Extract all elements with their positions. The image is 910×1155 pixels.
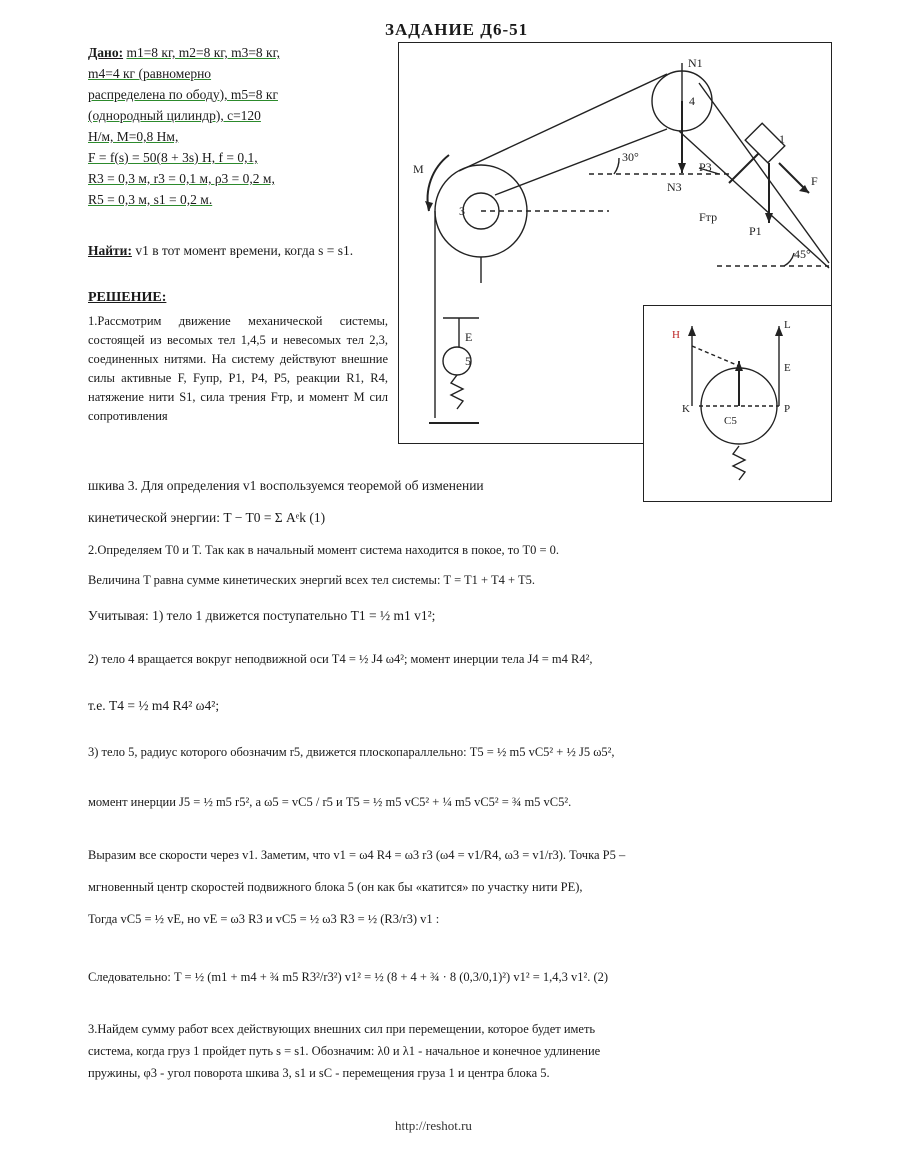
find-label: Найти: (88, 243, 132, 258)
text-line-0: шкива 3. Для определения v1 воспользуемся теоремой об изменении (88, 478, 484, 493)
given-block (88, 42, 393, 210)
given-line-4: Н/м, M=0,8 Нм, (88, 129, 179, 144)
inset-label-e: E (784, 362, 791, 374)
given-line-0: m1=8 кг, m2=8 кг, m3=8 кг, (126, 45, 280, 60)
page-title: ЗАДАНИЕ Д6-51 (385, 20, 529, 39)
inset-label-p: P (784, 403, 791, 415)
label-e: E (465, 330, 473, 344)
paragraph-1: 1.Рассмотрим движение механической системы, состоящей из весомых тел 1,4,5 и невесомых тел 2,3, соединенных нитями. На систему действуют внешние силы активные F, Fупр, P1, P4, P5, реакции R1, R4, натяжение нити S1, сила трения Fтр, и момент M сил сопротивления (88, 314, 388, 423)
given-line-2: распределена по ободу), m5=8 кг (88, 87, 278, 102)
label-p3: P3 (699, 160, 712, 174)
given-line-7: R5 = 0,3 м, s1 = 0,2 м. (88, 192, 213, 207)
given-line-3: (однородный цилиндр), c=120 (88, 108, 261, 123)
label-4: 4 (689, 94, 695, 108)
solution-label: РЕШЕНИЕ: (88, 290, 167, 305)
spring (451, 375, 463, 409)
text-line-10: мгновенный центр скоростей подвижного блока 5 (он как бы «катится» по участку нити PE), (88, 880, 583, 894)
angle-30-label: 30° (622, 150, 639, 164)
text-line-13: 3.Найдем сумму работ всех действующих внешних сил при перемещении, которое будет иметь (88, 1022, 596, 1036)
text-line-3: Величина T равна сумме кинетических энергий всех тел системы: T = T1 + T4 + T5. (88, 573, 535, 587)
text-line-5: 2) тело 4 вращается вокруг неподвижной оси T4 = ½ J4 ω4²; момент инерции тела J4 = m4 R4², (88, 652, 593, 666)
given-line-5: F = f(s) = 50(8 + 3s) Н, f = 0,1, (88, 150, 258, 165)
label-p1: P1 (749, 224, 762, 238)
inset-drawing (644, 306, 831, 501)
given-line-1: m4=4 кг (равномерно (88, 66, 212, 81)
text-line-2: 2.Определяем T0 и T. Так как в начальный момент система находится в покое, то T0 = 0. (88, 543, 560, 557)
text-line-1: кинетической энергии: T − T0 = Σ Aᵉk (1) (88, 510, 326, 525)
text-line-15: пружины, φ3 - угол поворота шкива 3, s1 и sC - перемещения груза 1 и центра блока 5. (88, 1066, 550, 1080)
label-ftr: Fтр (699, 210, 718, 224)
inset-label-c5: C5 (724, 415, 737, 427)
inset-label-l: L (784, 319, 791, 331)
text-line-6: т.е. T4 = ½ m4 R4² ω4²; (88, 698, 220, 713)
label-n3: N3 (667, 180, 682, 194)
label-1: 1 (779, 132, 785, 146)
inset-label-k: K (682, 403, 690, 415)
text-line-8: момент инерции J5 = ½ m5 r5², a ω5 = vC5 / r5 и T5 = ½ m5 vC5² + ¼ m5 vC5² = ¾ m5 vC5². (88, 795, 572, 809)
given-label: Дано: (88, 45, 124, 60)
label-5: 5 (465, 354, 471, 368)
footer-url[interactable]: http://reshot.ru (395, 1118, 472, 1133)
find-text: v1 в тот момент времени, когда s = s1. (135, 243, 354, 258)
label-m: M (413, 162, 424, 176)
given-line-6: R3 = 0,3 м, r3 = 0,1 м, ρ3 = 0,2 м, (88, 171, 275, 186)
label-f: F (811, 174, 818, 188)
inset-label-h: H (672, 329, 680, 341)
find-block (88, 240, 393, 262)
text-line-9: Выразим все скорости через v1. Заметим, что v1 = ω4 R4 = ω3 r3 (ω4 = v1/R4, ω3 = v1/r3). Точка P5 – (88, 848, 626, 862)
label-3: 3 (459, 204, 465, 218)
text-line-11: Тогда vC5 = ½ vE, но vE = ω3 R3 и vC5 = ½ ω3 R3 = ½ (R3/r3) v1 : (88, 912, 440, 926)
text-line-14: система, когда груз 1 пройдет путь s = s1. Обозначим: λ0 и λ1 - начальное и конечное удлинение (88, 1044, 601, 1058)
inset-figure (643, 305, 832, 502)
text-line-4: Учитывая: 1) тело 1 движется поступательно T1 = ½ m1 v1²; (88, 608, 436, 623)
label-n1: N1 (688, 56, 703, 70)
text-line-12: Следовательно: T = ½ (m1 + m4 + ¾ m5 R3²/r3²) v1² = ½ (8 + 4 + ¾ · 8 (0,3/0,1)²) v1² = 1,4,3 v1². (2) (88, 970, 609, 984)
text-line-7: 3) тело 5, радиус которого обозначим r5, движется плоскопараллельно: T5 = ½ m5 vC5² + ½ J5 ω5², (88, 745, 615, 759)
angle-45-label: 45° (794, 247, 811, 261)
